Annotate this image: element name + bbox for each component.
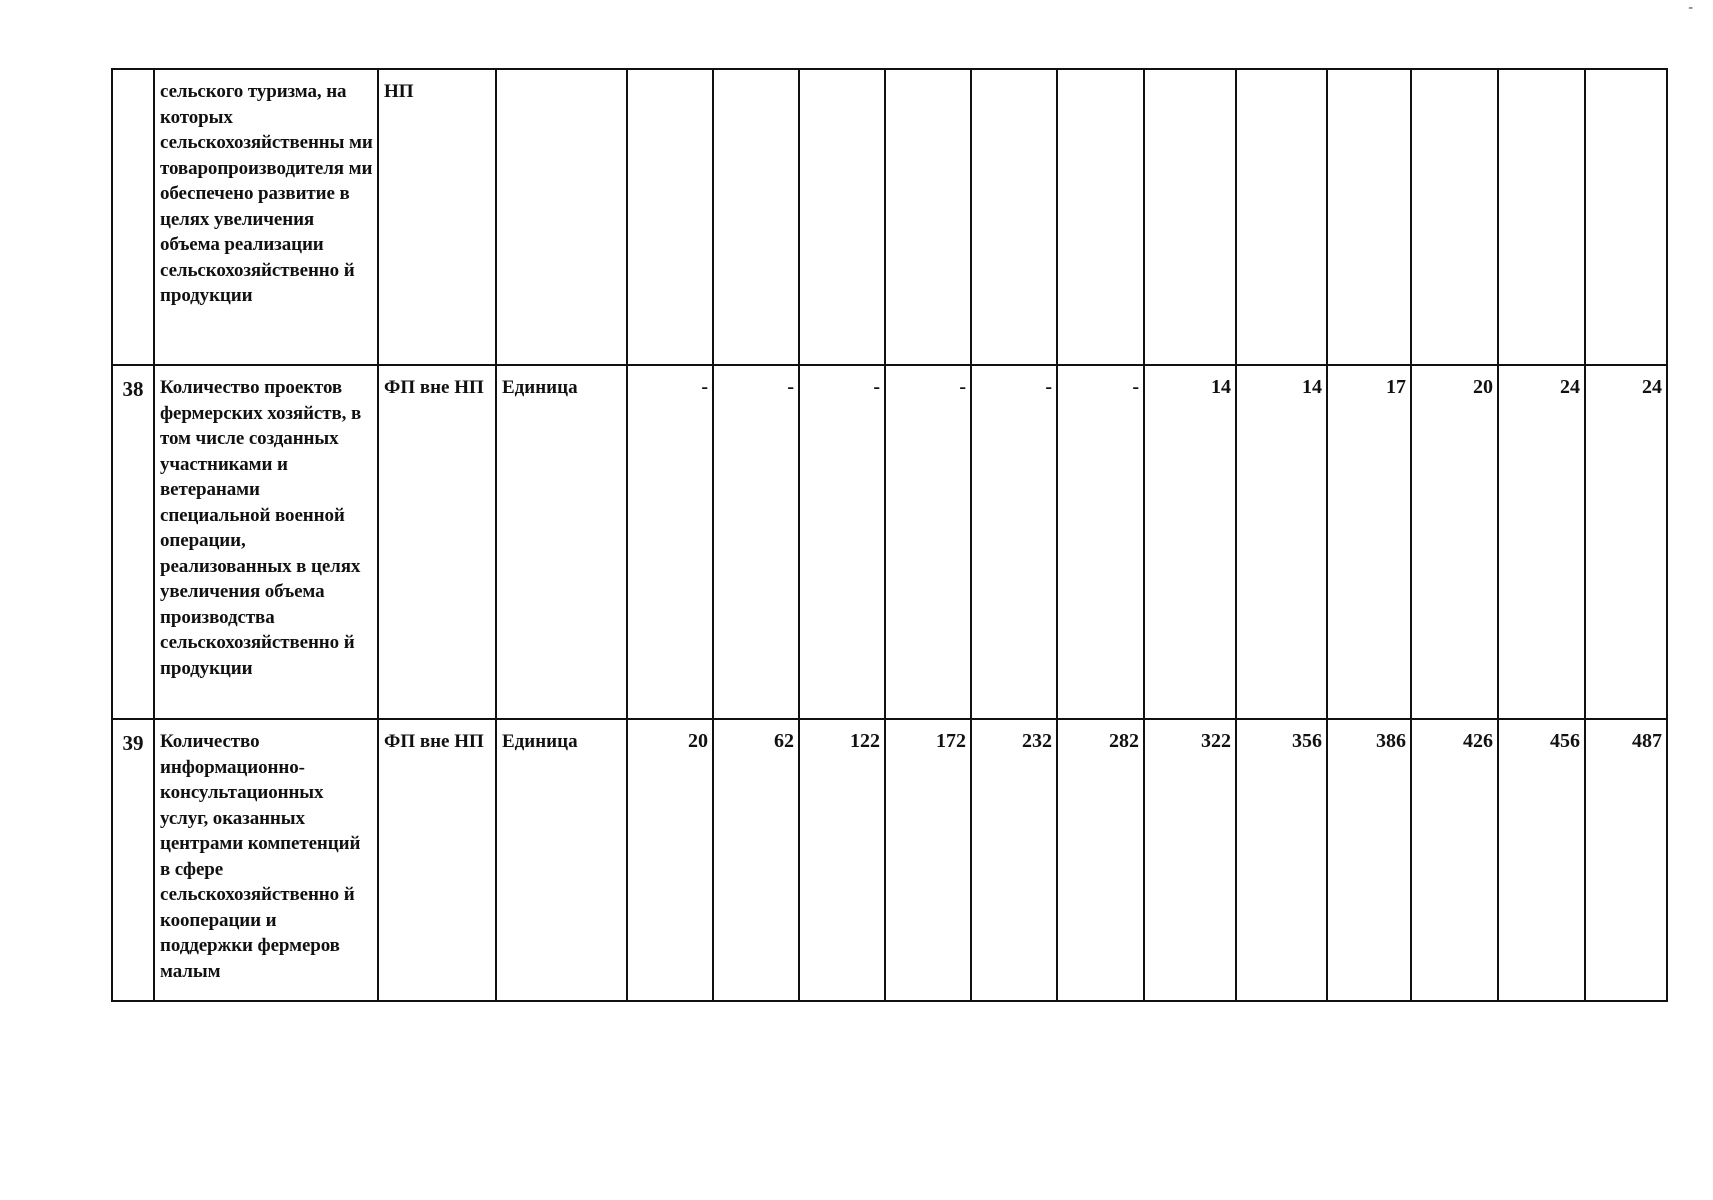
value-cell: -	[885, 365, 971, 719]
row-number-cell: 39	[112, 719, 154, 1001]
value-cell: 24	[1498, 365, 1585, 719]
indicator-name-cell: Количество проектов фермерских хозяйств, в том числе созданных участниками и ветеранами специальной военной операции, реализованных в целях увеличения объема производства сельскохозяйственно й продукции	[154, 365, 378, 719]
value-cell: 282	[1057, 719, 1144, 1001]
value-cell: 386	[1327, 719, 1411, 1001]
value-cell: 322	[1144, 719, 1236, 1001]
value-cell: 232	[971, 719, 1057, 1001]
value-cell: 17	[1327, 365, 1411, 719]
value-cell	[1411, 69, 1498, 365]
value-cell: 62	[713, 719, 799, 1001]
value-cell	[1236, 69, 1327, 365]
indicator-type-cell: ФП вне НП	[378, 719, 496, 1001]
indicator-name-cell: Количество информационно-консультационных услуг, оказанных центрами компетенций в сфере сельскохозяйственно й кооперации и поддержки фермеров малым	[154, 719, 378, 1001]
unit-cell: Единица	[496, 719, 627, 1001]
page-edge-mark: -	[1688, 0, 1693, 15]
unit-cell: Единица	[496, 365, 627, 719]
value-cell: 20	[1411, 365, 1498, 719]
indicators-table	[111, 68, 1668, 1002]
table-row	[112, 69, 1667, 365]
value-cell: 426	[1411, 719, 1498, 1001]
value-cell	[1057, 69, 1144, 365]
unit-cell	[496, 69, 627, 365]
value-cell	[885, 69, 971, 365]
indicator-type-cell: НП	[378, 69, 496, 365]
value-cell: -	[799, 365, 885, 719]
value-cell: 487	[1585, 719, 1667, 1001]
value-cell: 24	[1585, 365, 1667, 719]
value-cell: -	[971, 365, 1057, 719]
value-cell: 356	[1236, 719, 1327, 1001]
value-cell: -	[713, 365, 799, 719]
value-cell: 122	[799, 719, 885, 1001]
value-cell	[627, 69, 713, 365]
value-cell	[1585, 69, 1667, 365]
value-cell	[1327, 69, 1411, 365]
value-cell: 14	[1236, 365, 1327, 719]
table-row	[112, 365, 1667, 719]
indicator-name-cell: сельского туризма, на которых сельскохозяйственны ми товаропроизводителя ми обеспечено развитие в целях увеличения объема реализации сельскохозяйственно й продукции	[154, 69, 378, 365]
value-cell: -	[1057, 365, 1144, 719]
value-cell: 20	[627, 719, 713, 1001]
value-cell: -	[627, 365, 713, 719]
value-cell	[1498, 69, 1585, 365]
indicator-type-cell: ФП вне НП	[378, 365, 496, 719]
table-row	[112, 719, 1667, 1001]
value-cell	[971, 69, 1057, 365]
value-cell: 456	[1498, 719, 1585, 1001]
value-cell: 14	[1144, 365, 1236, 719]
value-cell	[1144, 69, 1236, 365]
row-number-cell: 38	[112, 365, 154, 719]
row-number-cell	[112, 69, 154, 365]
value-cell: 172	[885, 719, 971, 1001]
value-cell	[799, 69, 885, 365]
value-cell	[713, 69, 799, 365]
